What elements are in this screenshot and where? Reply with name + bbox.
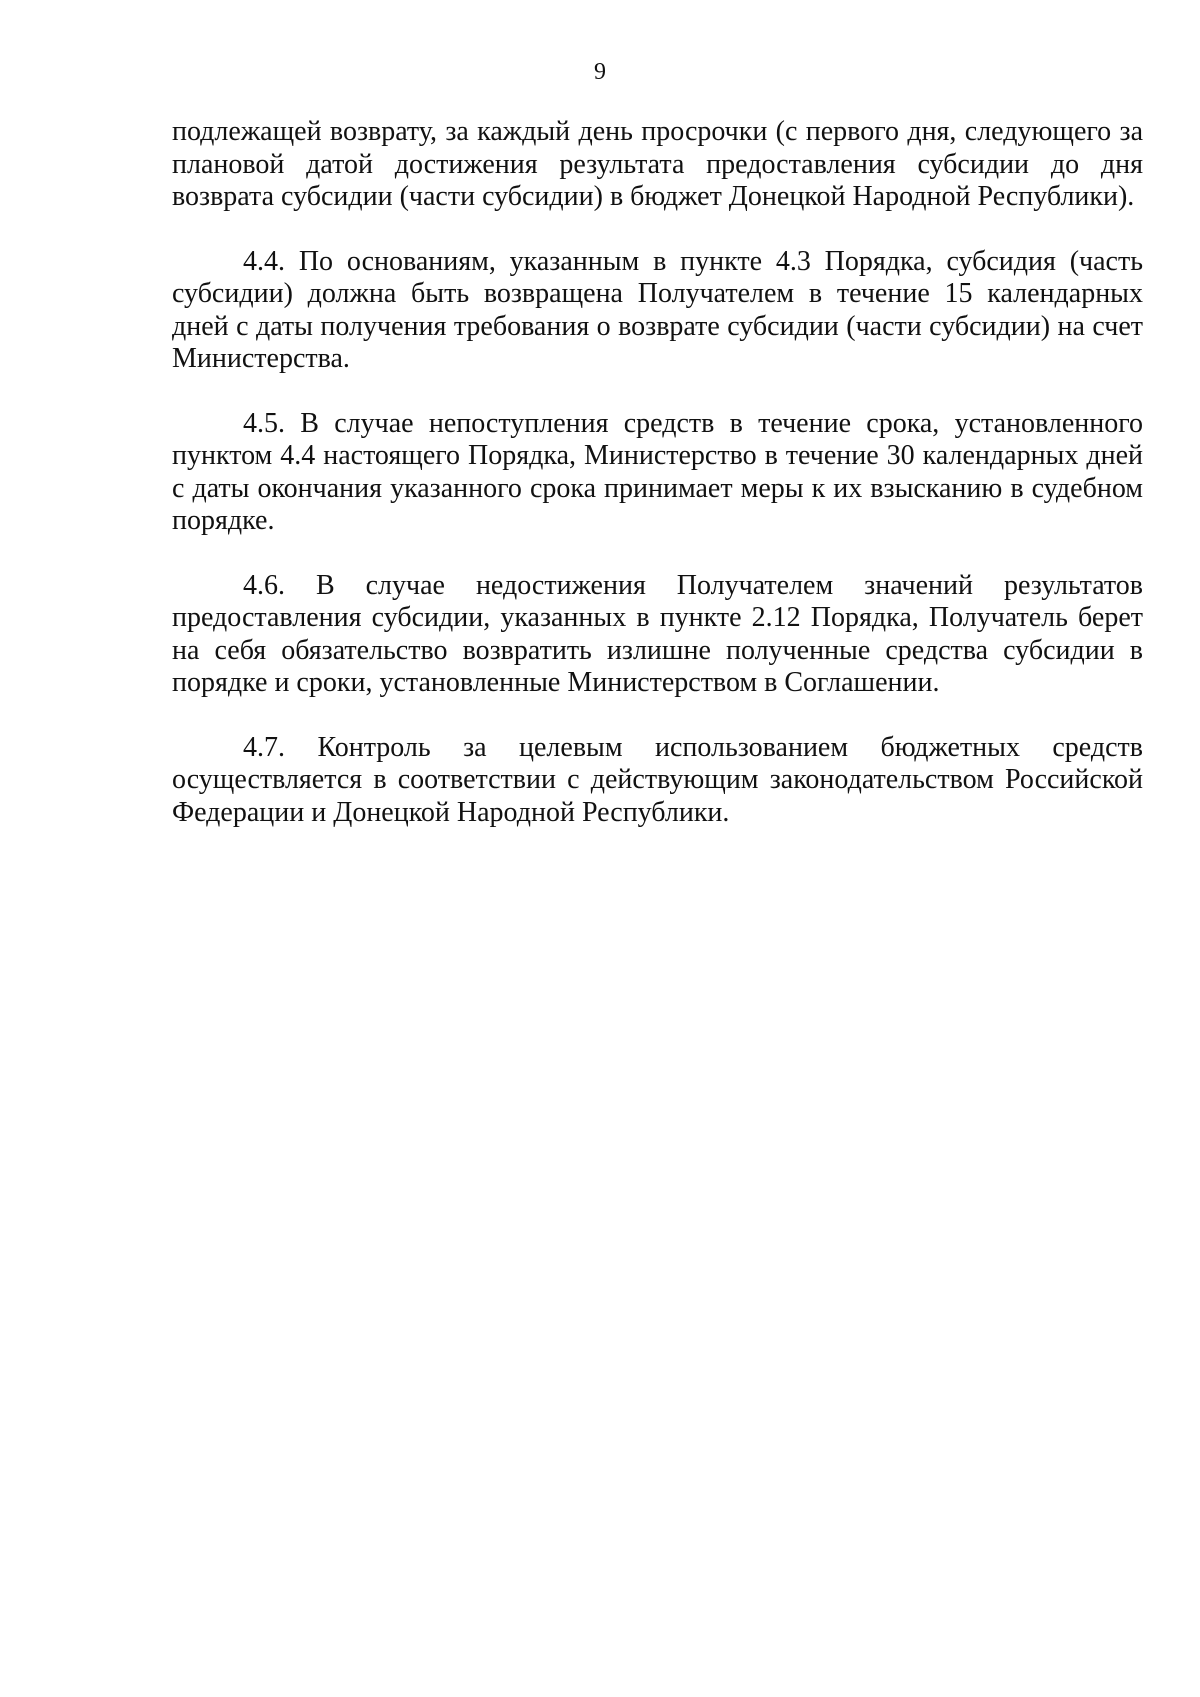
paragraph-text: По основаниям, указанным в пункте 4.3 Порядка, субсидия (часть субсидии) должна быть возвращена Получателем в течение 15 календарных дней с даты получения требования о возврате субсидии (части субсидии) на счет Министерства. [172,245,1143,374]
paragraph-number: 4.7. [243,731,285,763]
paragraph-4-6 [172,570,1143,700]
paragraph-continuation [172,116,1143,214]
paragraph-number: 4.4. [243,245,285,277]
document-body [172,116,1143,861]
paragraph-text: В случае недостижения Получателем значений результатов предоставления субсидии, указанных в пункте 2.12 Порядка, Получатель берет на себя обязательство возвратить излишне полученные средства субсидии в порядке и сроки, установленные Министерством в Соглашении. [172,569,1144,698]
paragraph-text: В случае непоступления средств в течение срока, установленного пунктом 4.4 настоящего Порядка, Министерство в течение 30 календарных дней с даты окончания указанного срока принимает меры к их взысканию в судебном порядке. [172,407,1144,536]
paragraph-number: 4.5. [243,407,285,439]
paragraph-4-5 [172,408,1143,538]
paragraph-text: подлежащей возврату, за каждый день просрочки (с первого дня, следующего за плановой датой достижения результата предоставления субсидии до дня возврата субсидии (части субсидии) в бюджет Донецкой Народной Республики). [172,116,1143,212]
paragraph-4-7 [172,732,1143,830]
page-number: 9 [594,59,606,85]
paragraph-text: Контроль за целевым использованием бюджетных средств осуществляется в соответствии с действующим законодательством Российской Федерации и Донецкой Народной Республики. [172,731,1143,828]
paragraph-number: 4.6. [243,569,285,601]
paragraph-4-4 [172,246,1143,376]
